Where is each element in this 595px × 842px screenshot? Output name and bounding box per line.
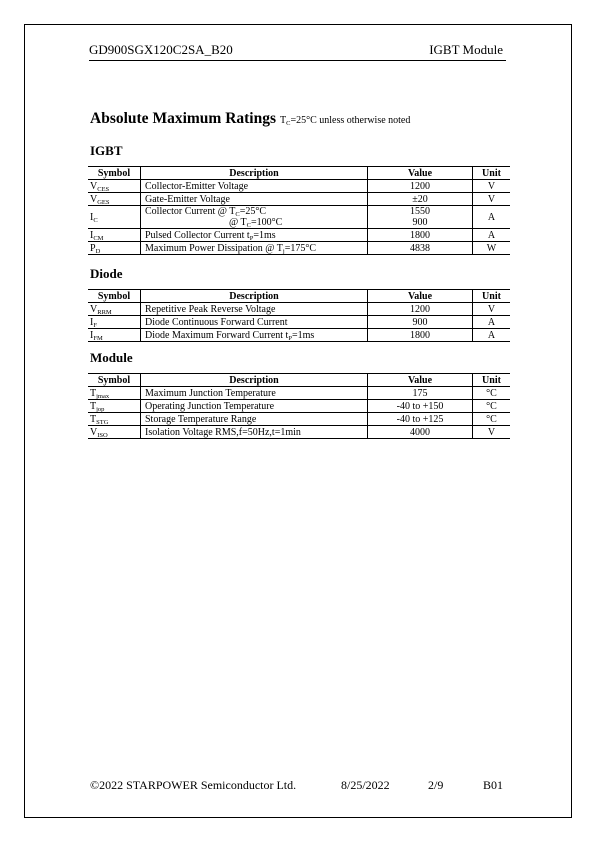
description-cell: Gate-Emitter Voltage <box>141 193 368 206</box>
table-row <box>88 413 510 426</box>
table-row <box>88 329 510 342</box>
table-header-row <box>88 167 510 180</box>
value-cell: 4000 <box>368 426 473 439</box>
footer-revision: B01 <box>483 778 504 792</box>
unit-cell: A <box>473 329 511 342</box>
description-cell: Diode Continuous Forward Current <box>141 316 368 329</box>
table-row <box>88 316 510 329</box>
unit-cell: V <box>473 426 511 439</box>
unit-cell: W <box>473 242 511 255</box>
table-row <box>88 206 510 229</box>
unit-cell: V <box>473 193 511 206</box>
section-title-igbt: IGBT <box>90 143 123 158</box>
part-number: GD900SGX120C2SA_B20 <box>89 42 233 57</box>
col-unit: Unit <box>473 290 511 303</box>
description-cell: Collector Current @ $T_C=25^\circ C$ @ $T_C=100^\circ C$ <box>141 206 368 229</box>
col-unit: Unit <box>473 374 511 387</box>
col-symbol: Symbol <box>88 374 141 387</box>
description-cell: Repetitive Peak Reverse Voltage <box>141 303 368 316</box>
col-value: Value <box>368 374 473 387</box>
value-cell: ±20 <box>368 193 473 206</box>
table-row <box>88 303 510 316</box>
unit-cell: A <box>473 206 511 229</box>
footer-page-number: 2/9 <box>428 778 444 792</box>
table-row <box>88 193 510 206</box>
section-title-diode: Diode <box>90 266 123 281</box>
symbol-cell: $P_D$ <box>88 242 141 255</box>
value-cell: 175 <box>368 387 473 400</box>
diode-ratings-table <box>88 289 510 342</box>
symbol-cell: $I_{FM}$ <box>88 329 141 342</box>
igbt-ratings-table <box>88 166 510 255</box>
value-cell: 900 <box>368 316 473 329</box>
col-unit: Unit <box>473 167 511 180</box>
col-description: Description <box>141 374 368 387</box>
table-header-row <box>88 290 510 303</box>
col-value: Value <box>368 167 473 180</box>
value-cell: 1800 <box>368 329 473 342</box>
col-description: Description <box>141 290 368 303</box>
page-title <box>90 110 410 128</box>
module-type: IGBT Module <box>429 42 503 57</box>
value-cell: -40 to +150 <box>368 400 473 413</box>
table-header-row <box>88 374 510 387</box>
symbol-cell: $I_F$ <box>88 316 141 329</box>
description-cell: Isolation Voltage RMS,f=50Hz,t=1min <box>141 426 368 439</box>
value-cell: 1200 <box>368 303 473 316</box>
module-ratings-table <box>88 373 510 439</box>
symbol-cell: $I_C$ <box>88 206 141 229</box>
symbol-cell: $T_{jmax}$ <box>88 387 141 400</box>
title-note: $T_C=25^\circ C$ unless otherwise noted <box>280 115 411 127</box>
unit-cell: °C <box>473 387 511 400</box>
section-title-module: Module <box>90 350 133 365</box>
page-header <box>89 42 506 61</box>
unit-cell: V <box>473 180 511 193</box>
symbol-cell: $V_{GES}$ <box>88 193 141 206</box>
description-cell: Collector-Emitter Voltage <box>141 180 368 193</box>
value-cell: 1200 <box>368 180 473 193</box>
symbol-cell: $V_{CES}$ <box>88 180 141 193</box>
unit-cell: A <box>473 316 511 329</box>
unit-cell: °C <box>473 400 511 413</box>
value-cell: 1550 900 <box>368 206 473 229</box>
table-row <box>88 426 510 439</box>
description-cell: Operating Junction Temperature <box>141 400 368 413</box>
col-description: Description <box>141 167 368 180</box>
symbol-cell: $T_{jop}$ <box>88 400 141 413</box>
col-value: Value <box>368 290 473 303</box>
table-row <box>88 387 510 400</box>
footer-date: 8/25/2022 <box>341 778 390 792</box>
unit-cell: °C <box>473 413 511 426</box>
value-cell: 1800 <box>368 229 473 242</box>
unit-cell: A <box>473 229 511 242</box>
symbol-cell: $V_{ISO}$ <box>88 426 141 439</box>
value-cell: -40 to +125 <box>368 413 473 426</box>
symbol-cell: $T_{STG}$ <box>88 413 141 426</box>
value-cell: 4838 <box>368 242 473 255</box>
description-cell: Diode Maximum Forward Current $t_P=1ms$ <box>141 329 368 342</box>
table-row <box>88 229 510 242</box>
table-row <box>88 242 510 255</box>
description-cell: Maximum Junction Temperature <box>141 387 368 400</box>
footer-copyright: ©2022 STARPOWER Semiconductor Ltd. <box>90 778 297 792</box>
symbol-cell: $I_{CM}$ <box>88 229 141 242</box>
symbol-cell: $V_{RRM}$ <box>88 303 141 316</box>
description-cell: Pulsed Collector Current $t_P=1ms$ <box>141 229 368 242</box>
unit-cell: V <box>473 303 511 316</box>
description-cell: Storage Temperature Range <box>141 413 368 426</box>
table-row <box>88 180 510 193</box>
col-symbol: Symbol <box>88 290 141 303</box>
title-main: Absolute Maximum Ratings <box>90 110 277 127</box>
description-cell: Maximum Power Dissipation @ $T_j=175^\circ C$ <box>141 242 368 255</box>
table-row <box>88 400 510 413</box>
col-symbol: Symbol <box>88 167 141 180</box>
